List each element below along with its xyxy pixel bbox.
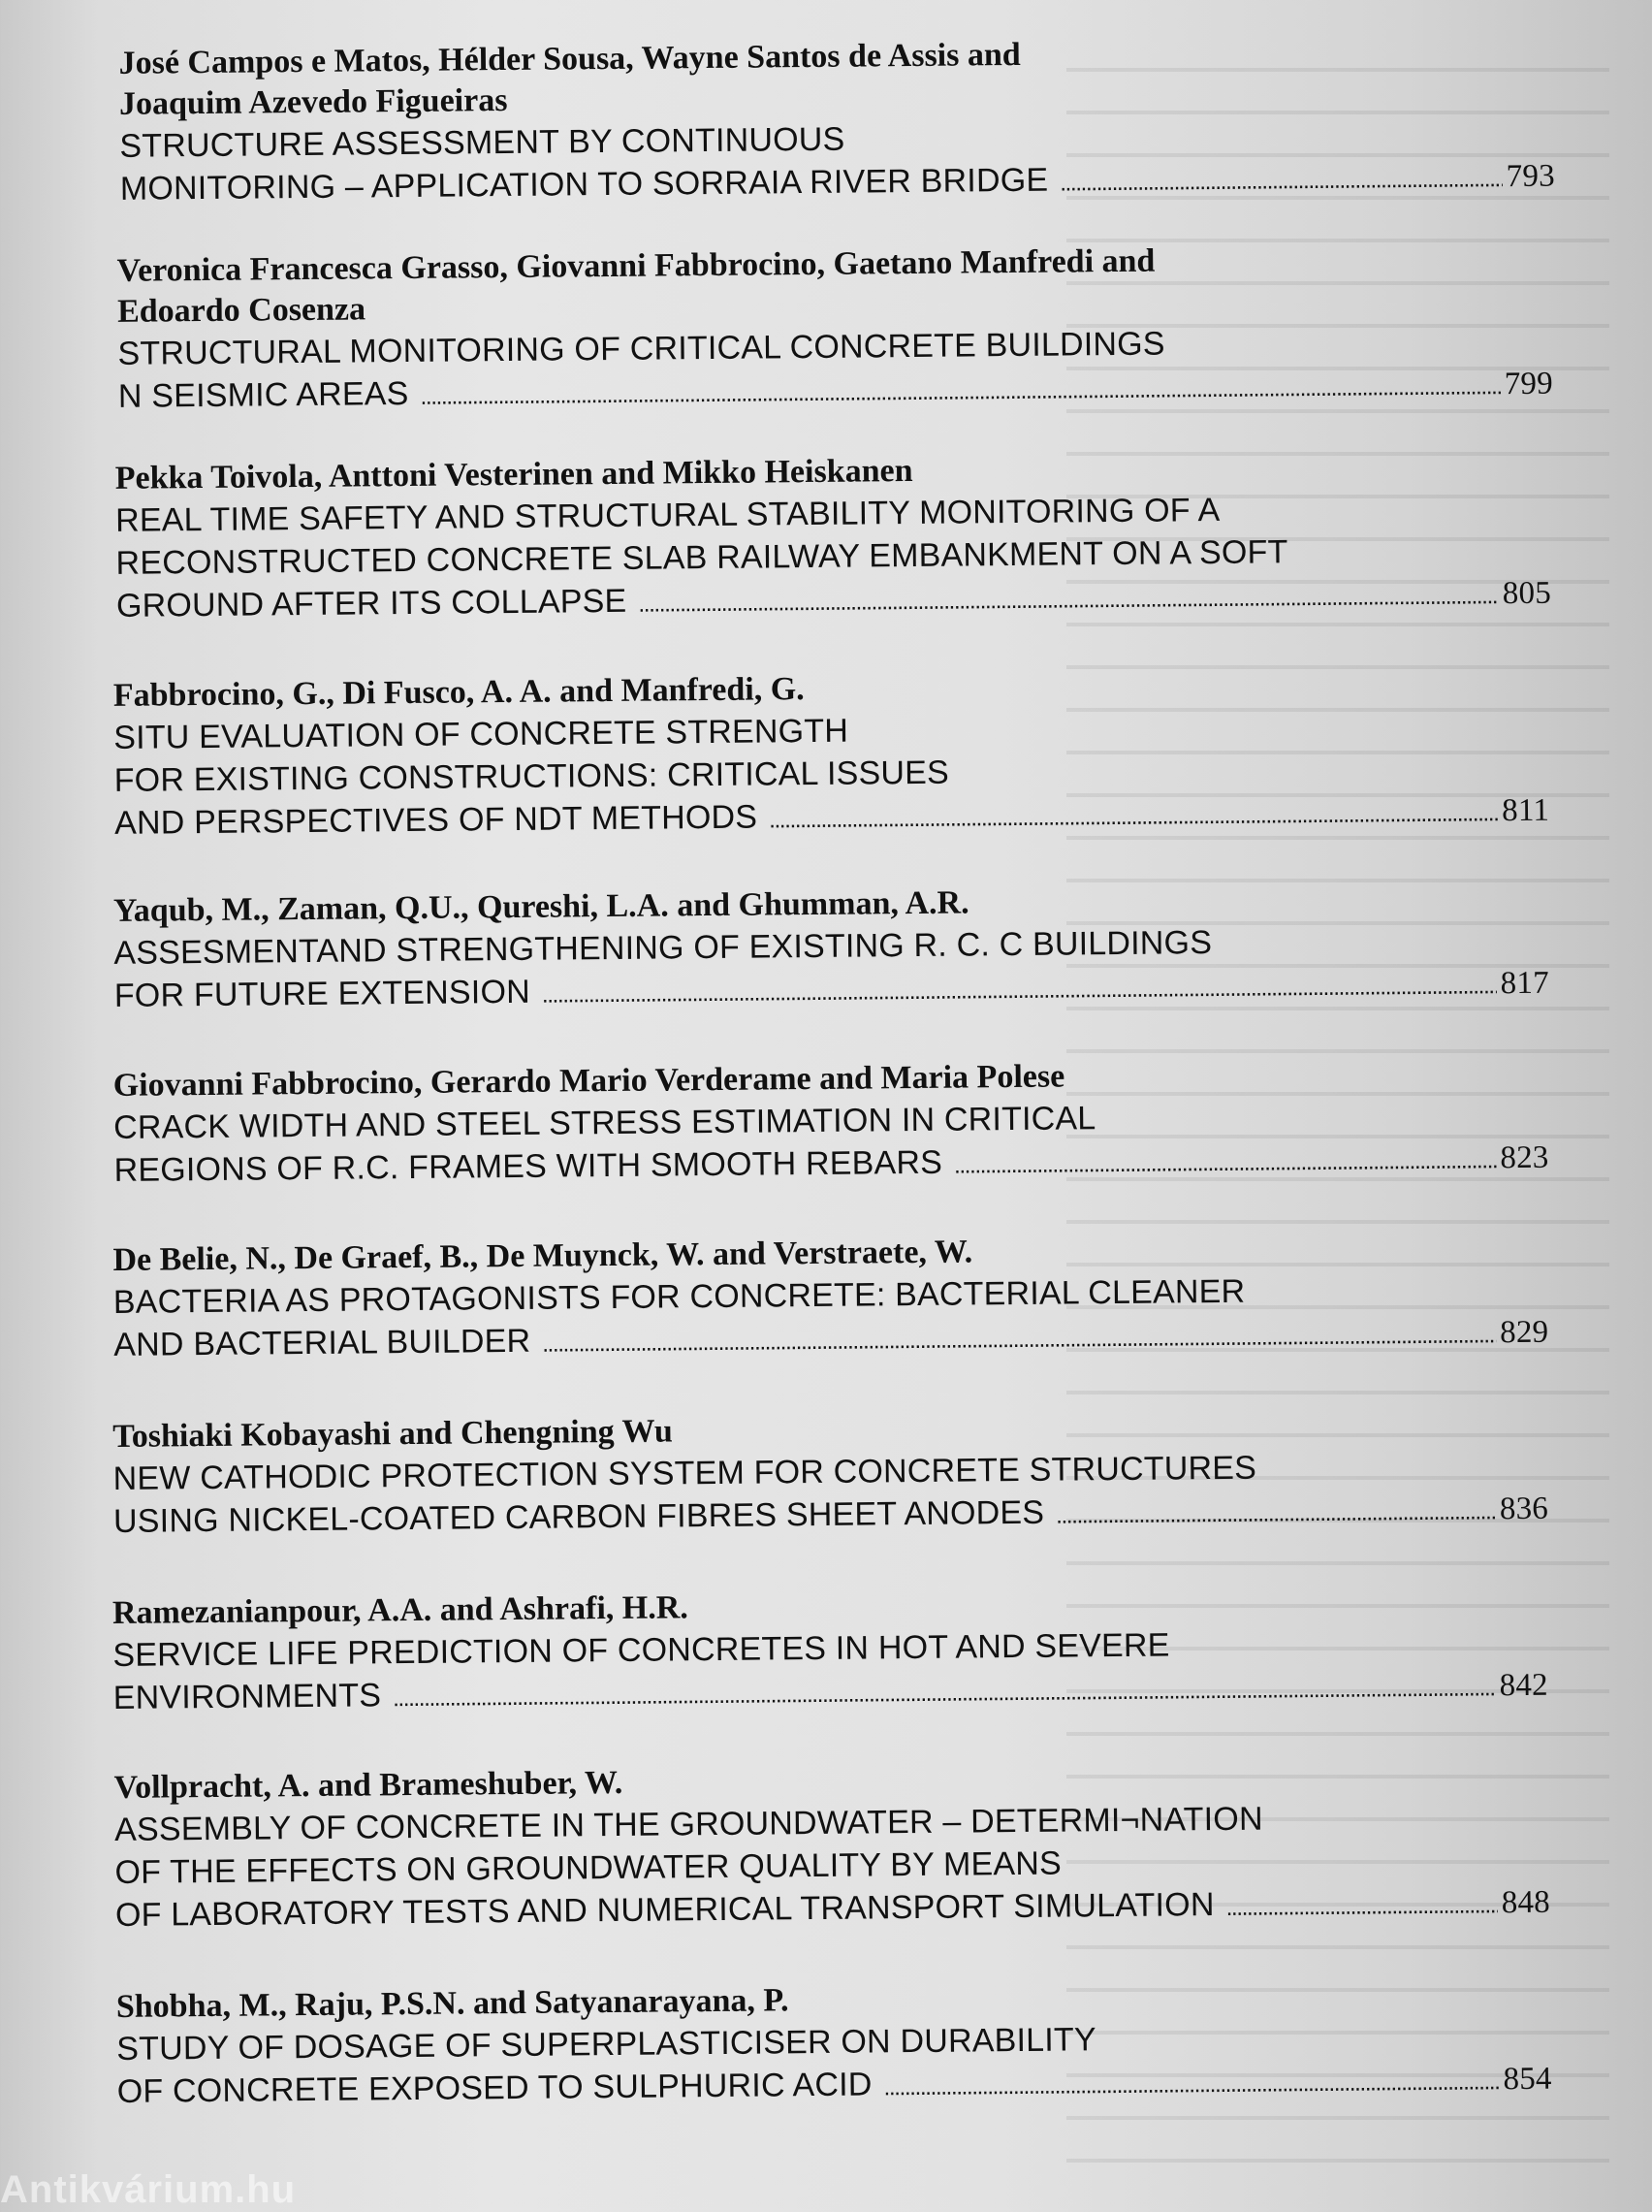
entry-title bbox=[116, 2014, 1552, 2117]
dot-leader bbox=[883, 2057, 1499, 2109]
page-number: 805 bbox=[1502, 575, 1552, 612]
title-line: SERVICE LIFE PREDICTION OF CONCRETES IN HOT AND SEVERE bbox=[112, 1626, 1170, 1674]
dot-leader bbox=[420, 362, 1501, 419]
title-line: SITU EVALUATION OF CONCRETE STRENGTH bbox=[113, 712, 849, 756]
entry-title bbox=[119, 112, 1555, 214]
page-number: 848 bbox=[1501, 1884, 1551, 1921]
authors-line: Yaqub, M., Zaman, Q.U., Qureshi, L.A. and Ghumman, A.R. bbox=[112, 884, 969, 929]
authors-line: Shobha, M., Raju, P.S.N. and Satyanarayana, P. bbox=[115, 1982, 789, 2025]
title-line: REGIONS OF R.C. FRAMES WITH SMOOTH REBARS bbox=[113, 1143, 943, 1189]
authors-line: Joaquim Azevedo Figueiras bbox=[118, 81, 508, 122]
page-number: 823 bbox=[1500, 1139, 1549, 1176]
toc-entry bbox=[112, 1580, 1548, 1723]
dot-leader bbox=[542, 1310, 1496, 1365]
title-line: OF THE EFFECTS ON GROUNDWATER QUALITY BY MEANS bbox=[114, 1844, 1063, 1891]
dot-leader bbox=[954, 1136, 1497, 1187]
title-line: REAL TIME SAFETY AND STRUCTURAL STABILITY MONITORING OF A bbox=[114, 491, 1221, 539]
dot-leader bbox=[638, 571, 1499, 626]
dot-leader bbox=[542, 961, 1497, 1016]
title-line: ENVIRONMENTS bbox=[112, 1677, 382, 1716]
authors-line: Veronica Francesca Grasso, Giovanni Fabbrocino, Gaetano Manfredi and bbox=[116, 242, 1156, 289]
authors-line: Fabbrocino, G., Di Fusco, A. A. and Manfredi, G. bbox=[112, 671, 805, 714]
toc-entry bbox=[115, 445, 1552, 631]
entry-title bbox=[114, 1795, 1550, 1940]
entry-title bbox=[112, 1620, 1548, 1723]
toc-entry bbox=[116, 238, 1553, 422]
authors-line: Ramezanianpour, A.A. and Ashrafi, H.R. bbox=[111, 1589, 688, 1631]
title-line: RECONSTRUCTED CONCRETE SLAB RAILWAY EMBANKMENT ON A SOFT bbox=[115, 533, 1288, 582]
toc-entry bbox=[113, 1052, 1549, 1196]
entry-title bbox=[113, 1267, 1549, 1370]
title-line: BACTERIA AS PROTAGONISTS FOR CONCRETE: BACTERIAL CLEANER bbox=[112, 1272, 1246, 1321]
toc-entry bbox=[118, 30, 1555, 214]
entry-title bbox=[113, 703, 1549, 849]
title-line: STRUCTURAL MONITORING OF CRITICAL CONCRETE BUILDINGS bbox=[117, 325, 1165, 372]
title-line: N SEISMIC AREAS bbox=[117, 374, 409, 415]
title-line: STUDY OF DOSAGE OF SUPERPLASTICISER ON DURABILITY bbox=[116, 2021, 1096, 2068]
title-line: FOR EXISTING CONSTRUCTIONS: CRITICAL ISSUES bbox=[113, 753, 950, 799]
title-line: OF CONCRETE EXPOSED TO SULPHURIC ACID bbox=[116, 2066, 873, 2110]
dot-leader bbox=[393, 1663, 1496, 1720]
entry-title bbox=[113, 918, 1549, 1021]
toc-entry bbox=[116, 1973, 1552, 2117]
toc-entry bbox=[113, 878, 1549, 1021]
page-number: 799 bbox=[1504, 366, 1554, 402]
authors-line: Vollpracht, A. and Brameshuber, W. bbox=[113, 1764, 623, 1806]
toc-entry bbox=[112, 1227, 1548, 1370]
title-line: AND PERSPECTIVES OF NDT METHODS bbox=[113, 798, 758, 842]
watermark: Antikvárium.hu bbox=[0, 2168, 297, 2211]
title-line: ASSEMBLY OF CONCRETE IN THE GROUNDWATER – DETERMI¬NATION bbox=[113, 1800, 1263, 1848]
authors-line: José Campos e Matos, Hélder Sousa, Wayne Santos de Assis and bbox=[118, 36, 1021, 81]
dot-leader bbox=[1225, 1880, 1498, 1930]
entry-title bbox=[113, 1093, 1549, 1196]
page-number: 793 bbox=[1506, 158, 1555, 195]
entry-title bbox=[112, 1444, 1548, 1547]
title-line: OF LABORATORY TESTS AND NUMERICAL TRANSPORT SIMULATION bbox=[114, 1886, 1215, 1934]
page-number: 836 bbox=[1499, 1491, 1549, 1527]
page-number: 842 bbox=[1499, 1667, 1548, 1704]
entry-authors bbox=[118, 30, 1554, 125]
authors-line: Edoardo Cosenza bbox=[116, 291, 366, 330]
title-line: ASSESMENTAND STRENGTHENING OF EXISTING R. C. C BUILDINGS bbox=[113, 924, 1213, 972]
entry-title bbox=[117, 319, 1553, 422]
page-number: 817 bbox=[1500, 965, 1549, 1002]
authors-line: De Belie, N., De Graef, B., De Muynck, W. and Verstraete, W. bbox=[112, 1234, 973, 1278]
title-line: USING NICKEL-COATED CARBON FIBRES SHEET ANODES bbox=[112, 1493, 1045, 1540]
title-line: AND BACTERIAL BUILDER bbox=[113, 1322, 531, 1363]
authors-line: Toshiaki Kobayashi and Chengning Wu bbox=[112, 1413, 674, 1455]
toc-entry bbox=[112, 1403, 1548, 1547]
toc-entry bbox=[114, 1754, 1551, 1940]
title-line: MONITORING – APPLICATION TO SORRAIA RIVER BRIDGE bbox=[119, 161, 1049, 208]
title-line: GROUND AFTER ITS COLLAPSE bbox=[115, 582, 627, 625]
entry-authors bbox=[116, 238, 1552, 333]
entry-title bbox=[115, 486, 1551, 631]
title-line: NEW CATHODIC PROTECTION SYSTEM FOR CONCRETE STRUCTURES bbox=[112, 1449, 1257, 1497]
authors-line: Giovanni Fabbrocino, Gerardo Mario Verderame and Maria Polese bbox=[112, 1058, 1065, 1104]
page-number: 811 bbox=[1502, 792, 1550, 829]
title-line: STRUCTURE ASSESSMENT BY CONTINUOUS bbox=[119, 120, 845, 165]
dot-leader bbox=[1060, 154, 1503, 205]
dot-leader bbox=[1056, 1487, 1496, 1537]
authors-line: Pekka Toivola, Anttoni Vesterinen and Mikko Heiskanen bbox=[114, 452, 913, 497]
page-number: 829 bbox=[1499, 1314, 1549, 1351]
title-line: CRACK WIDTH AND STEEL STRESS ESTIMATION IN CRITICAL bbox=[112, 1100, 1096, 1146]
title-line: FOR FUTURE EXTENSION bbox=[113, 973, 531, 1014]
page-number: 854 bbox=[1503, 2061, 1552, 2098]
dot-leader bbox=[769, 788, 1499, 842]
toc-entry bbox=[113, 662, 1550, 849]
